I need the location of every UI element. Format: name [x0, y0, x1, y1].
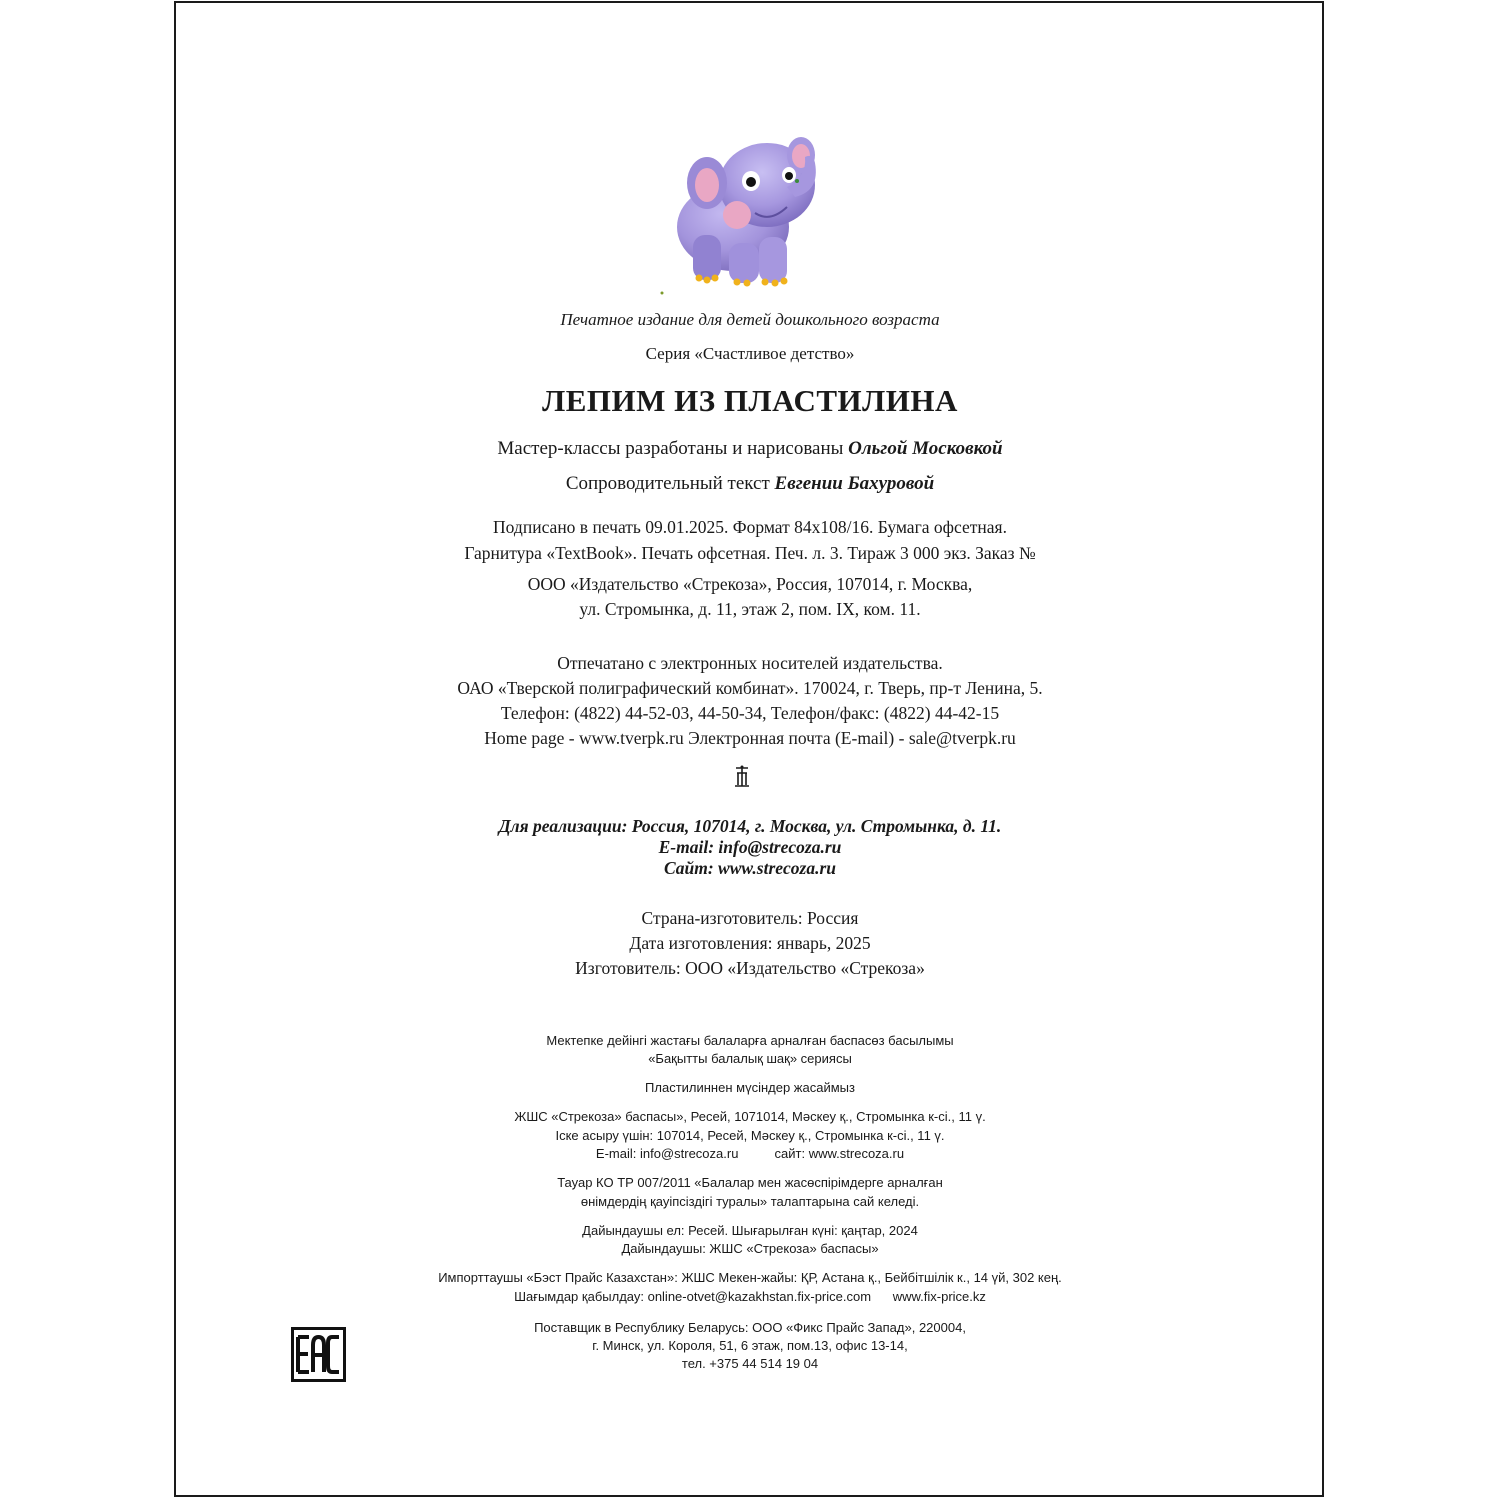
kz-safety-line: Тауар КО ТР 007/2011 «Балалар мен жасөспірімдерге арналған	[557, 1175, 943, 1190]
belarus-supplier-line: тел. +375 44 514 19 04	[681, 1356, 819, 1371]
kz-importer-line: Шағымдар қабылдау: online-otvet@kazakhstan.fix-price.com www.fix-price.kz	[514, 1289, 986, 1304]
publisher-line: ООО «Издательство «Стрекоза», Россия, 107014, г. Москва,	[527, 574, 973, 594]
credit-text-prefix: Сопроводительный текст	[565, 473, 770, 494]
manufacturer-line: Дата изготовления: январь, 2025	[629, 933, 871, 953]
book-title: ЛЕПИМ ИЗ ПЛАСТИЛИНА	[542, 383, 958, 418]
printer-line: Телефон: (4822) 44-52-03, 44-50-34, Телефон/факс: (4822) 44-42-15	[500, 703, 1000, 723]
kz-edition-line: Мектепке дейінгі жастағы балаларға арналған баспасөз басылымы	[546, 1033, 954, 1048]
elephant-illustration	[655, 125, 845, 300]
publisher-line: ул. Стромынка, д. 11, этаж 2, пом. IX, ком. 11.	[579, 599, 921, 619]
printer-line: Отпечатано с электронных носителей издательства.	[557, 653, 943, 673]
manufacturer-line: Изготовитель: ООО «Издательство «Стрекоза»	[575, 958, 925, 978]
kz-publisher-line: E-mail: info@strecoza.ru сайт: www.strecoza.ru	[595, 1146, 905, 1161]
printer-line: ОАО «Тверской полиграфический комбинат». 170024, г. Тверь, пр-т Ленина, 5.	[457, 678, 1043, 698]
imprint-line: Гарнитура «TextBook». Печать офсетная. Печ. л. 3. Тираж 3 000 экз. Заказ №	[464, 543, 1036, 563]
credit-masterclasses	[0, 438, 1500, 460]
credit-masterclasses-prefix: Мастер-классы разработаны и нарисованы	[497, 438, 844, 459]
kz-title: Пластилиннен мүсіндер жасаймыз	[645, 1080, 855, 1095]
edition-note: Печатное издание для детей дошкольного возраста	[560, 310, 940, 329]
distribution-line: Для реализации: Россия, 107014, г. Москва, ул. Стромынка, д. 11.	[498, 816, 1002, 836]
distribution-email: E-mail: info@strecoza.ru	[658, 837, 842, 857]
kz-importer-line: Импорттаушы «Бэст Прайс Казахстан»: ЖШС Мекен-жайы: ҚР, Астана қ., Бейбітшілік к., 14 үй, 302 кең.	[438, 1270, 1062, 1285]
kz-manufacturer-line: Дайындаушы ел: Ресей. Шығарылған күні: қаңтар, 2024	[582, 1223, 918, 1238]
belarus-supplier-line: г. Минск, ул. Короля, 51, 6 этаж, пом.13, офис 13-14,	[592, 1338, 908, 1353]
credit-masterclasses-author: Ольгой Московкой	[848, 438, 1003, 459]
belarus-supplier-line: Поставщик в Республику Беларусь: ООО «Фикс Прайс Запад», 220004,	[534, 1320, 966, 1335]
kz-manufacturer-line: Дайындаушы: ЖШС «Стрекоза» баспасы»	[621, 1241, 879, 1256]
kz-safety-line: өнімдердің қауіпсіздігі туралы» талаптарына сай келеді.	[580, 1194, 920, 1209]
credit-text	[0, 473, 1500, 495]
eac-conformity-logo	[291, 1327, 346, 1382]
imprint-line: Подписано в печать 09.01.2025. Формат 84х108/16. Бумага офсетная.	[493, 517, 1007, 537]
distribution-site: Сайт: www.strecoza.ru	[663, 858, 837, 878]
printer-line: Home page - www.tverpk.ru Электронная почта (E-mail) - sale@tverpk.ru	[484, 728, 1016, 748]
credit-text-author: Евгении Бахуровой	[774, 473, 935, 494]
kz-edition-line: «Бақытты балалық шақ» сериясы	[648, 1051, 852, 1066]
kz-publisher-line: Іске асыру үшін: 107014, Ресей, Мәскеу қ., Стромынка к-сі., 11 ү.	[555, 1128, 945, 1143]
printer-logo-icon	[733, 765, 751, 789]
manufacturer-line: Страна-изготовитель: Россия	[641, 908, 859, 928]
kz-publisher-line: ЖШС «Стрекоза» баспасы», Ресей, 1071014, Мәскеу қ., Стромынка к-сі., 11 ү.	[514, 1109, 986, 1124]
series-name: Серия «Счастливое детство»	[645, 344, 855, 363]
